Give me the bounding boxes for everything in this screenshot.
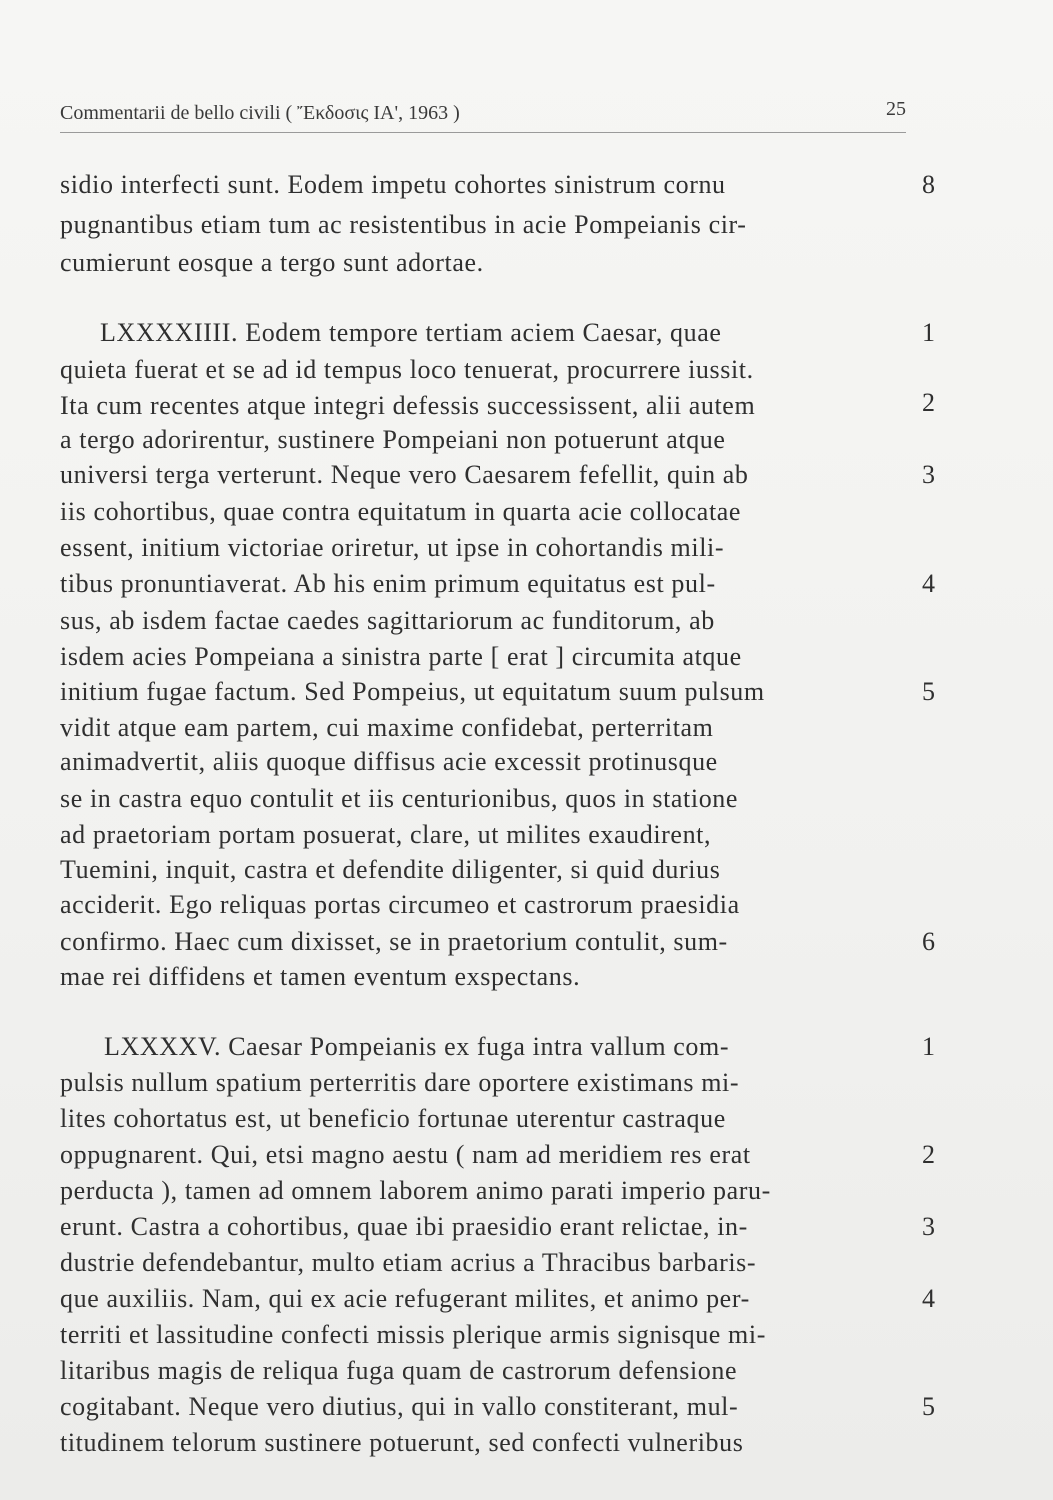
text-line: pugnantibus etiam tum ac resistentibus in acie Pompeianis cir- [60,210,747,239]
text-line: isdem acies Pompeiana a sinistra parte [ erat ] circumita atque [60,642,742,671]
section-number: 3 [922,1212,935,1241]
text-line: mae rei diffidens et tamen eventum exspectans. [60,962,581,991]
text-line: titudinem telorum sustinere potuerunt, sed confecti vulneribus [60,1428,744,1457]
chapter-opening-line: LXXXXIIII. Eodem tempore tertiam aciem Caesar, quae [100,318,722,347]
section-number: 6 [922,927,935,956]
text-line: Ita cum recentes atque integri defessis successissent, alii autem [60,391,756,420]
text-line: litaribus magis de reliqua fuga quam de castrorum defensione [60,1356,738,1385]
text-line: iis cohortibus, quae contra equitatum in quarta acie collocatae [60,497,742,526]
text-line: se in castra equo contulit et iis centurionibus, quos in statione [60,784,739,813]
section-number: 5 [922,677,935,706]
section-number: 1 [922,1032,935,1061]
text-line: territi et lassitudine confecti missis plerique armis signisque mi- [60,1320,766,1349]
text-line: universi terga verterunt. Neque vero Caesarem fefellit, quin ab [60,460,749,489]
text-line: oppugnarent. Qui, etsi magno aestu ( nam ad meridiem res erat [60,1140,751,1169]
text-line: cogitabant. Neque vero diutius, qui in vallo constiterant, mul- [60,1392,739,1421]
text-line: pulsis nullum spatium perterritis dare oportere existimans mi- [60,1068,740,1097]
section-number: 4 [922,1284,935,1313]
section-number: 3 [922,460,935,489]
chapter-opening-line: LXXXXV. Caesar Pompeianis ex fuga intra vallum com- [104,1032,730,1061]
text-line: essent, initium victoriae oriretur, ut ipse in cohortandis mili- [60,533,725,562]
text-line: erunt. Castra a cohortibus, quae ibi praesidio erant relictae, in- [60,1212,748,1241]
text-line: vidit atque eam partem, cui maxime confidebat, perterritam [60,713,714,742]
section-number: 8 [922,170,935,199]
text-line: initium fugae factum. Sed Pompeius, ut equitatum suum pulsum [60,677,765,706]
section-number: 4 [922,569,935,598]
page-number: 25 [886,98,906,120]
text-line: animadvertit, aliis quoque diffisus acie excessit protinusque [60,747,718,776]
text-line: tibus pronuntiaverat. Ab his enim primum equitatus est pul- [60,569,716,598]
text-line: Tuemini, inquit, castra et defendite diligenter, si quid durius [60,855,721,884]
text-line: quieta fuerat et se ad id tempus loco tenuerat, procurrere iussit. [60,355,754,384]
text-line: lites cohortatus est, ut beneficio fortunae uterentur castraque [60,1104,726,1133]
section-number: 2 [922,1140,935,1169]
text-line: ad praetoriam portam posuerat, clare, ut milites exaudirent, [60,820,712,849]
section-number: 5 [922,1392,935,1421]
text-line: sidio interfecti sunt. Eodem impetu cohortes sinistrum cornu [60,170,726,199]
text-line: sus, ab isdem factae caedes sagittariorum ac funditorum, ab [60,606,715,635]
text-line: acciderit. Ego reliquas portas circumeo et castrorum praesidia [60,890,740,919]
section-number: 2 [922,388,935,417]
text-line: perducta ), tamen ad omnem laborem animo parati imperio paru- [60,1176,771,1205]
text-line: cumierunt eosque a tergo sunt adortae. [60,248,484,277]
text-line: a tergo adorirentur, sustinere Pompeiani non potuerunt atque [60,425,726,454]
page-header [60,98,906,133]
text-line: que auxiliis. Nam, qui ex acie refugerant milites, et animo per- [60,1284,750,1313]
running-title: Commentarii de bello civili ( Ἔκδοσις ΙΑ', 1963 ) [60,102,460,124]
section-number: 1 [922,318,935,347]
text-line: confirmo. Haec cum dixisset, se in praetorium contulit, sum- [60,927,728,956]
text-line: dustrie defendebantur, multo etiam acrius a Thracibus barbaris- [60,1248,757,1277]
